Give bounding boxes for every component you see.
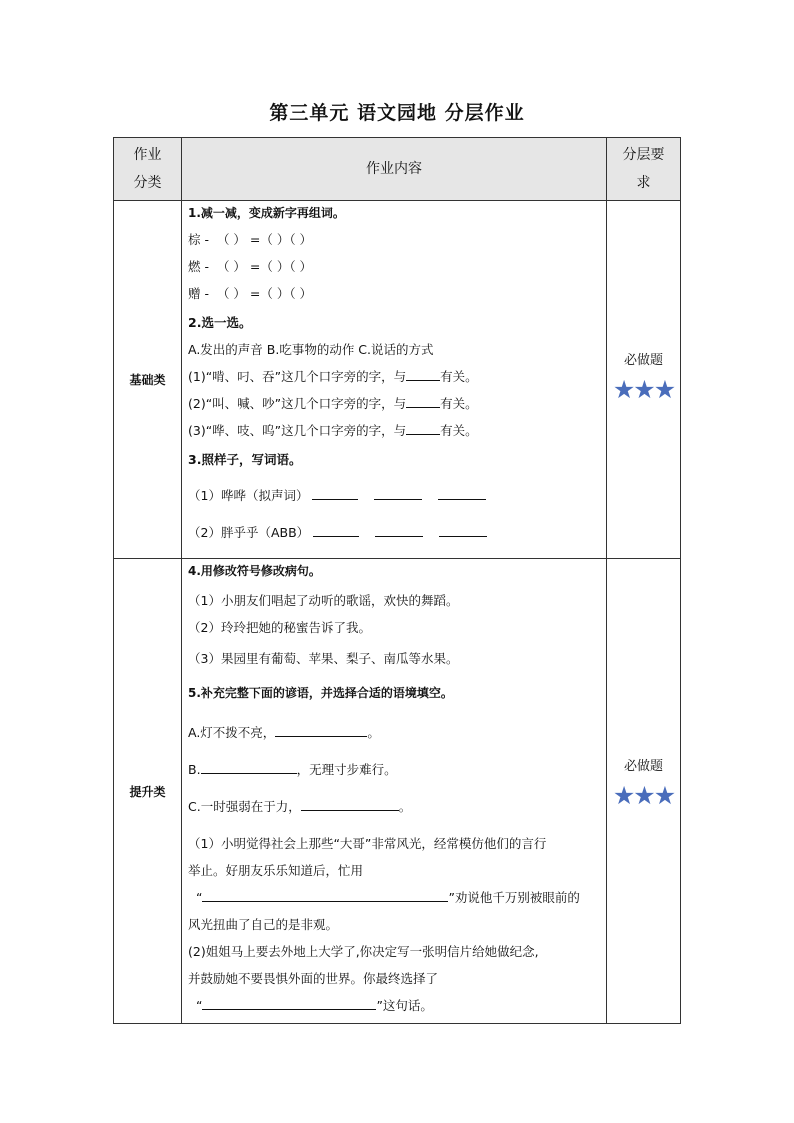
q5-text: ，无理寸步难行。 xyxy=(296,762,397,777)
category-basic: 基础类 xyxy=(114,201,182,559)
requirement-label: 必做题 xyxy=(623,759,663,774)
q2-item-suffix: 有关。 xyxy=(440,369,478,384)
scenario-1-line-2: 举止。好朋友乐乐知道后，忙用 xyxy=(188,863,364,878)
question-2-title: 2.选一选。 xyxy=(188,315,252,330)
q1-row-2 xyxy=(188,257,606,284)
answer-blank[interactable] xyxy=(202,1008,376,1010)
answer-blank[interactable] xyxy=(374,498,422,500)
q4-item-3: （3）果园里有葡萄、苹果、梨子、南瓜等水果。 xyxy=(188,651,459,666)
q5-text: A.灯不拨不亮， xyxy=(188,725,276,740)
answer-blank[interactable] xyxy=(275,735,367,737)
homework-table xyxy=(113,137,681,1024)
star-rating-icon: ★★★ xyxy=(612,375,675,404)
question-5-title: 5.补充完整下面的谚语，并选择合适的语境填空。 xyxy=(188,686,453,700)
scenario-text: ”这句话。 xyxy=(376,998,433,1013)
answer-blank[interactable] xyxy=(438,498,486,500)
header-category: 作业分类 xyxy=(114,138,182,201)
q2-item-text: (1)“啃、叼、吞”这几个口字旁的字，与 xyxy=(188,369,407,384)
q5-option-c xyxy=(188,797,606,834)
category-advanced: 提升类 xyxy=(114,559,182,1024)
question-3-title: 3.照样子，写词语。 xyxy=(188,452,302,467)
q5-text: C.一时强弱在于力， xyxy=(188,799,301,814)
scenario-2-line-1: (2)姐姐马上要去外地上大学了,你决定写一张明信片给她做纪念, xyxy=(188,944,539,959)
header-content: 作业内容 xyxy=(182,138,607,201)
answer-blank[interactable] xyxy=(313,535,359,537)
q3-item-2 xyxy=(188,523,606,549)
requirement-basic xyxy=(607,201,681,559)
scenario-2-line-2: 并鼓励她不要畏惧外面的世界。你最终选择了 xyxy=(188,971,439,986)
q4-item-1: （1）小朋友们唱起了动听的歌谣，欢快的舞蹈。 xyxy=(188,593,459,608)
answer-blank[interactable] xyxy=(301,809,399,811)
q3-item-1 xyxy=(188,486,606,523)
table-row-basic xyxy=(114,201,681,559)
content-basic xyxy=(182,201,607,559)
scenario-2-line-3 xyxy=(188,996,606,1023)
page-title: 第三单元 语文园地 分层作业 xyxy=(269,102,525,124)
q3-item-text: （2）胖乎乎（ABB） xyxy=(188,525,310,540)
scenario-text: ”劝说他千万别被眼前的 xyxy=(448,890,580,905)
q2-item-suffix: 有关。 xyxy=(440,396,478,411)
quote-mark: “ xyxy=(195,890,203,905)
scenario-1-line-3 xyxy=(188,888,606,915)
answer-blank[interactable] xyxy=(201,772,297,774)
q2-item-2 xyxy=(188,394,606,421)
q1-blanks: （ ） =（ ）（ ） xyxy=(216,286,313,301)
q1-char: 赠 - xyxy=(188,286,209,301)
scenario-1-line-1: （1）小明觉得社会上那些“大哥”非常风光，经常模仿他们的言行 xyxy=(188,836,547,851)
answer-blank[interactable] xyxy=(406,379,440,381)
q2-item-suffix: 有关。 xyxy=(440,423,478,438)
star-rating-icon: ★★★ xyxy=(612,781,675,810)
answer-blank[interactable] xyxy=(406,406,440,408)
q1-row-1 xyxy=(188,230,606,257)
q2-item-text: (3)“哗、吱、呜”这几个口字旁的字，与 xyxy=(188,423,407,438)
requirement-advanced xyxy=(607,559,681,1024)
q1-blanks: （ ） =（ ）（ ） xyxy=(216,232,313,247)
q5-option-b xyxy=(188,760,606,797)
answer-blank[interactable] xyxy=(202,900,448,902)
header-requirement: 分层要求 xyxy=(607,138,681,201)
table-row-advanced xyxy=(114,559,681,1024)
table-header-row xyxy=(114,138,681,201)
answer-blank[interactable] xyxy=(312,498,358,500)
q4-item-2: （2）玲玲把她的秘蜜告诉了我。 xyxy=(188,620,371,635)
q2-item-1 xyxy=(188,367,606,394)
q1-row-3 xyxy=(188,284,606,311)
q2-options: A.发出的声音 B.吃事物的动作 C.说话的方式 xyxy=(188,342,434,357)
content-advanced xyxy=(182,559,607,1024)
quote-mark: “ xyxy=(195,998,203,1013)
q1-char: 燃 - xyxy=(188,259,209,274)
answer-blank[interactable] xyxy=(375,535,423,537)
question-4-title: 4.用修改符号修改病句。 xyxy=(188,564,321,578)
q1-blanks: （ ） =（ ）（ ） xyxy=(216,259,313,274)
q5-text: B. xyxy=(188,762,201,777)
q5-option-a xyxy=(188,723,606,760)
q2-item-3 xyxy=(188,421,606,448)
q5-text: 。 xyxy=(398,799,412,814)
scenario-1-line-4: 风光扭曲了自己的是非观。 xyxy=(188,917,339,932)
answer-blank[interactable] xyxy=(406,433,440,435)
q1-char: 棕 - xyxy=(188,232,209,247)
q5-text: 。 xyxy=(367,725,380,740)
q3-item-text: （1）哗哗（拟声词） xyxy=(188,488,309,503)
question-1-title: 1.减一减，变成新字再组词。 xyxy=(188,206,345,220)
requirement-label: 必做题 xyxy=(623,353,663,368)
q2-item-text: (2)“叫、喊、吵”这几个口字旁的字，与 xyxy=(188,396,407,411)
answer-blank[interactable] xyxy=(439,535,487,537)
